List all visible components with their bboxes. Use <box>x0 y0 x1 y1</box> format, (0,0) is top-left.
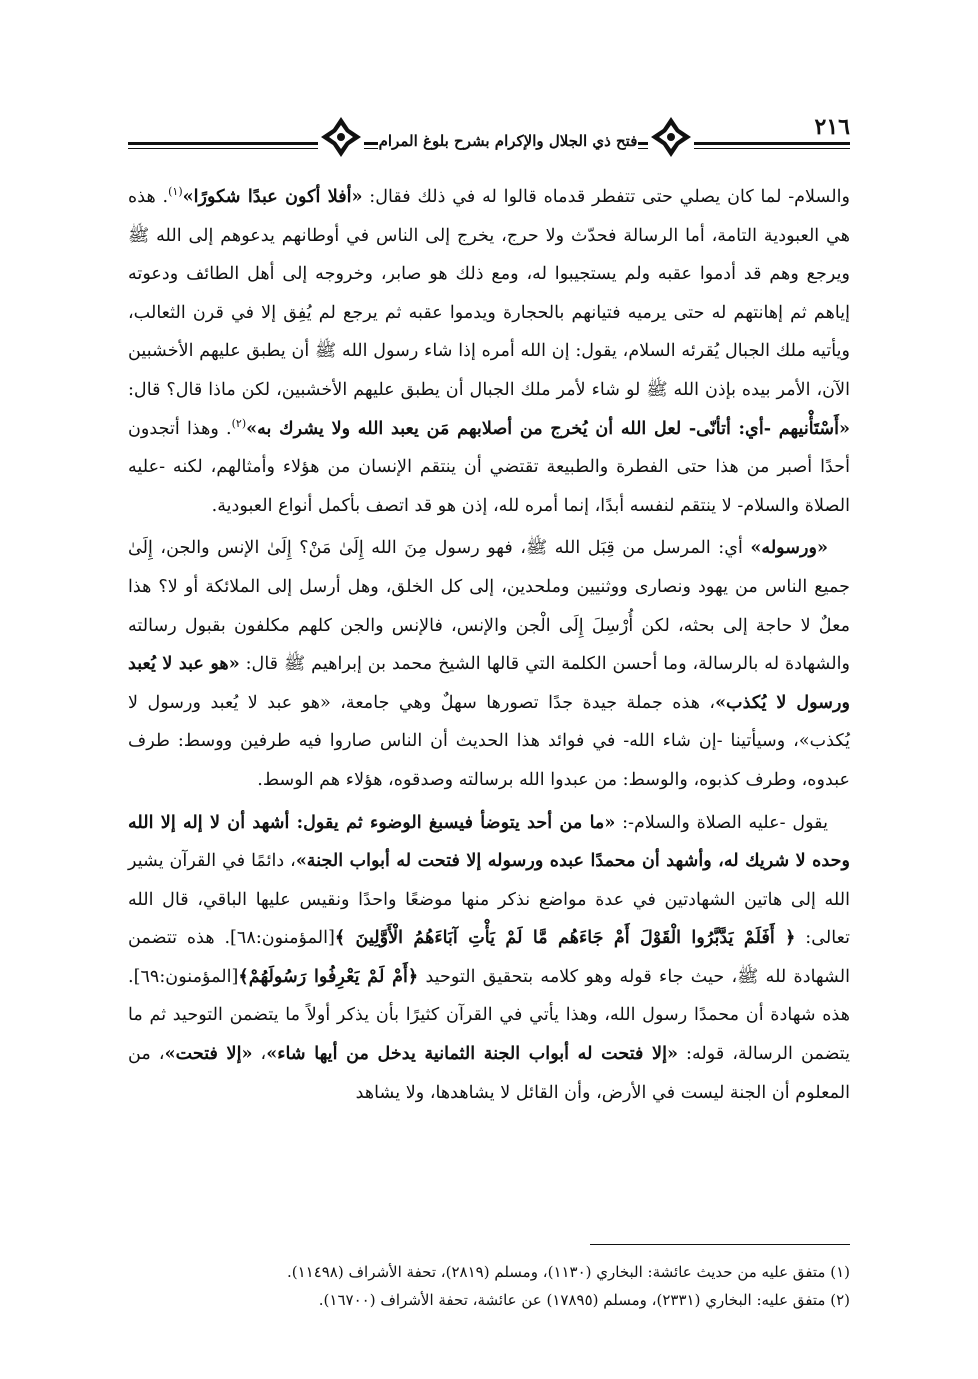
footnote-ref[interactable]: (٢) <box>231 416 247 430</box>
paragraph <box>128 804 850 1113</box>
text-run: ، دائمًا في القرآن يشير الله إلى هاتين الشهادتين في عدة مواضع نذكر منها موضعًا واحدًا ونقيس عليها الباقي، قال الله تعالى: <box>128 851 850 949</box>
page-header <box>128 108 850 168</box>
text-run: . هذه شهادة أن محمدًا رسول الله، وهذا يأتي في القرآن كثيرًا بأن يذكر أولاً ما يتضمن التوحيد ثم ما يتضمن الرسالة، قوله: <box>128 966 850 1065</box>
text-run: ، <box>252 1044 267 1065</box>
text-run: . هذه تتضمن الشهادة لله ﷺ، حيث جاء قوله وهو كلامه بتحقيق التوحيد <box>128 928 850 987</box>
hadith-quote: «ما من أحد يتوضأ فيسبغ الوضوء ثم يقول: أشهد أن لا إله إلا الله وحده لا شريك له، وأشهد أن محمدًا عبده ورسوله إلا فتحت له أبواب الجنة» <box>128 811 850 872</box>
text-run: . وهذا أتجدون أحدًا أصبر من هذا حتى الفطرة والطبيعة تقتضي أن ينتقم الإنسان من هؤلاء وأمثالهم، لكنه -عليه الصلاة والسلام- لا ينتقم لنفسه أبدًا، إنما أمره لله، إذن هو قد اتصف بأكمل أنواع العبودية. <box>128 418 850 516</box>
ornament-icon <box>648 114 694 160</box>
quote: «هو عبد لا يُعبد ورسول لا يُكذب» <box>128 653 850 713</box>
ornament-icon <box>318 114 364 160</box>
page-number: ٢١٦ <box>814 114 850 140</box>
quran-ayah: ﴿أَمْ لَمْ يَعْرِفُوا رَسُولَهُمْ﴾ <box>238 965 419 987</box>
footnotes <box>128 1258 850 1314</box>
ayah-reference: [المؤمنون:٦٨] <box>230 928 335 949</box>
hadith-quote: «إلا فتحت» <box>164 1043 253 1065</box>
footnote-ref[interactable]: (١) <box>168 185 183 199</box>
text-run: . هذه هي العبودية التامة، أما الرسالة فحدّث ولا حرج، يخرج إلى الناس في أوطانهم يدعوهم إلى الله ﷺ ويرجع وهم قد أدموا عقبه ولم يستجيبوا له، ومع ذلك هو صابر، وخروجه إلى أهل الطائف ودعوته إياهم ثم إهانتهم له حتى يرميه فتيانهم بالحجارة ويدموا عقبه ثم يرجع لم يُفِق إلا في قرن الثعالب، ويأتيه ملك الجبال يُقرئه السلام، يقول: إن الله أمره إذا شاء رسول الله ﷺ أن يطبق عليهم الأخشبين الآن، الأمر بيده بإذن الله ﷺ لو شاء لأمر ملك الجبال أن يطبق عليهم الأخشبين، لكن ماذا قال؟ قال: <box>128 187 850 400</box>
paragraph <box>128 529 850 799</box>
footnote-divider <box>590 1244 850 1245</box>
text-run: ، من المعلوم أن الجنة ليست في الأرض، وأن القائل لا يشاهدها، ولا يشاهد <box>128 1044 850 1103</box>
book-title: فتح ذي الجلال والإكرام بشرح بلوغ المرام <box>378 132 638 150</box>
text-run: والسلام- لما كان يصلي حتى تتفطر قدماه قالوا له في ذلك فقال: <box>362 187 850 207</box>
footnote: (٢) متفق عليه: البخاري (٢٣٣١)، ومسلم (١٧٨٩٥) عن عائشة، تحفة الأشراف (١٦٧٠٠). <box>318 1291 850 1309</box>
main-text <box>128 178 850 1112</box>
hadith-quote: «أفلا أكون عبدًا شكورًا» <box>182 186 363 207</box>
footnote: (١) متفق عليه من حديث عائشة: البخاري (١١٣٠)، ومسلم (٢٨١٩)، تحفة الأشراف (١١٤٩٨). <box>286 1263 850 1281</box>
text-run: يقول -عليه الصلاة والسلام-: <box>615 812 828 833</box>
quran-ayah: ﴿ أَفَلَمْ يَدَّبَّرُوا الْقَوْلَ أَمْ جَاءَهُم مَّا لَمْ يَأْتِ آبَاءَهُمُ الْأَوَّلِينَ ﴾ <box>334 927 796 949</box>
text-run: ، هذه جملة جيدة جدًا تصورها سهلٌ وهي جامعة، «هو عبد لا يُعبد ورسول لا يُكذب»، وسيأتينا -إن شاء الله- في فوائد هذا الحديث أن الناس صاروا فيه طرفين ووسط: طرف عبدوه، وطرف كذبوه، والوسط: من عبدوا الله برسالته وصدقوه، هؤلاء هم الوسط. <box>128 692 850 790</box>
ayah-reference: [المؤمنون:٦٩] <box>133 966 239 987</box>
text-run: أي: المرسل من قِبَل الله ﷺ، فهو رسول مِنَ الله إِلَىٰ مَنْ؟ إِلَىٰ الإنس والجن، إِلَىٰ جميع الناس من يهود ونصارى ووثنيين وملحدين، إلى كل الخلق، وهل أرسل إلى الملائكة أو لا؟ هذا معلٌ لا حاجة إلى بحثه، لكن أُرْسِلَ إِلَى الْجن والإنس، فالإنس والجن كلهم مكلفون بقبول رسالته والشهادة له بالرسالة، وما أحسن الكلمة التي قالها الشيخ محمد بن إبراهيم ﷺ قال: <box>128 538 850 675</box>
paragraph <box>128 178 850 525</box>
hadith-quote: «أَسْتَأْنيهم -أي: أتأنّى- لعل الله أن يُخرج من أصلابهم مَن يعبد الله ولا يشرك به» <box>246 417 851 439</box>
hadith-quote: «إلا فتحت له أبواب الجنة الثمانية يدخل من أيها شاء» <box>266 1043 678 1065</box>
section-lead: «ورسوله» <box>750 537 828 559</box>
